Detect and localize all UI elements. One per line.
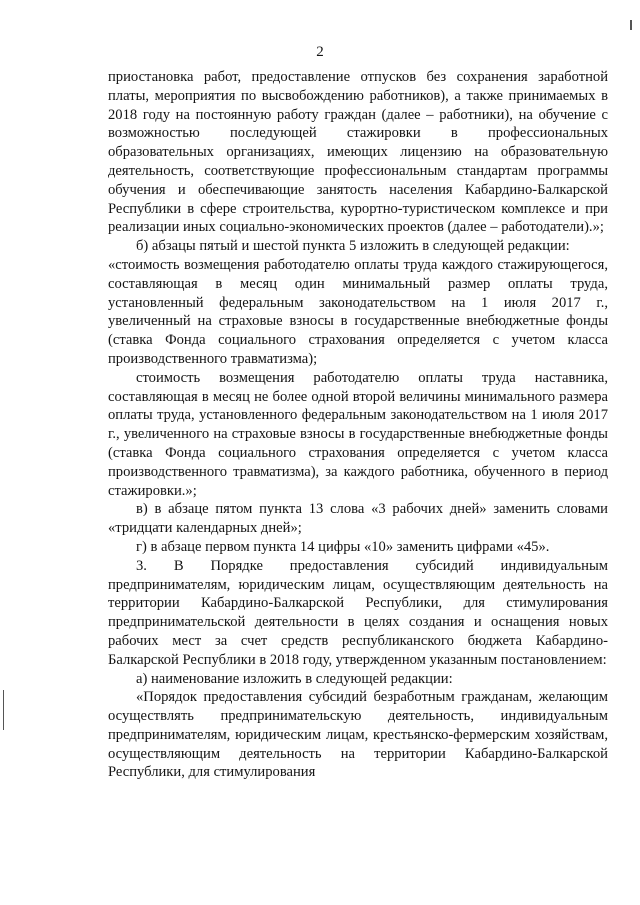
paragraph-item-v: в) в абзаце пятом пункта 13 слова «3 рабочих дней» заменить словами «тридцати календарных дней»; (108, 501, 608, 537)
paragraph-quote-cost-trainee: «стоимость возмещения работодателю оплаты труда каждого стажирующегося, составляющая в месяц один минимальный размер оплаты труда, установленный федеральным законодательством на 1 июля 2017 г., увеличенный на страховые взносы в государственные внебюджетные фонды (ставка Фонда социального страхования определяется с учетом класса производственного травматизма); (108, 256, 608, 367)
paragraph-item-g: г) в абзаце первом пункта 14 цифры «10» заменить цифрами «45». (136, 538, 550, 555)
paragraph-cost-mentor: стоимость возмещения работодателю оплаты труда наставника, составляющая в месяц не более одной второй величины минимального размера оплаты труда, установленного федеральным законодательством на 1 июля 2017 г., увеличенного на страховые взносы в государственные внебюджетные фонды (ставка Фонда социального страхования определяется с учетом класса производственного травматизма), за каждого работника, обученного в период стажировки.»; (108, 369, 608, 499)
page-number: 2 (316, 44, 324, 60)
document-body (108, 68, 608, 782)
scan-edge-mark-top (630, 20, 632, 30)
paragraph-continuation: приостановка работ, предоставление отпусков без сохранения заработной платы, мероприятия по высвобождению работников), а также принимаемых в 2018 году на постоянную работу граждан (далее – работники), на обучение с возможностью последующей стажировки в профессиональных образовательных организациях, имеющих лицензию на образовательную деятельность, соответствующие профессиональным стандартам программы обучения и обеспечивающие занятость населения Кабардино-Балкарской Республики в сфере строительства, курортно-туристическом комплексе и при реализации иных социально-экономических проектов (далее – работодатели).»; (108, 69, 608, 236)
scan-edge-mark-left (3, 690, 4, 730)
paragraph-item-b: б) абзацы пятый и шестой пункта 5 изложить в следующей редакции: (136, 238, 570, 255)
paragraph-section-3: 3. В Порядке предоставления субсидий индивидуальным предпринимателям, юридическим лицам, осуществляющим деятельность на территории Кабардино-Балкарской Республики, для стимулирования предпринимательской деятельности в целях создания и оснащения новых рабочих мест за счет средств республиканского бюджета Кабардино-Балкарской Республики в 2018 году, утвержденном указанным постановлением: (108, 557, 608, 668)
paragraph-item-a: а) наименование изложить в следующей редакции: (136, 670, 453, 687)
paragraph-quote-title: «Порядок предоставления субсидий безработным гражданам, желающим осуществлять предпринимательскую деятельность, индивидуальным предпринимателям, юридическим лицам, крестьянско-фермерским хозяйствам, осуществляющим деятельность на территории Кабардино-Балкарской Республики, для стимулирования (108, 689, 608, 781)
